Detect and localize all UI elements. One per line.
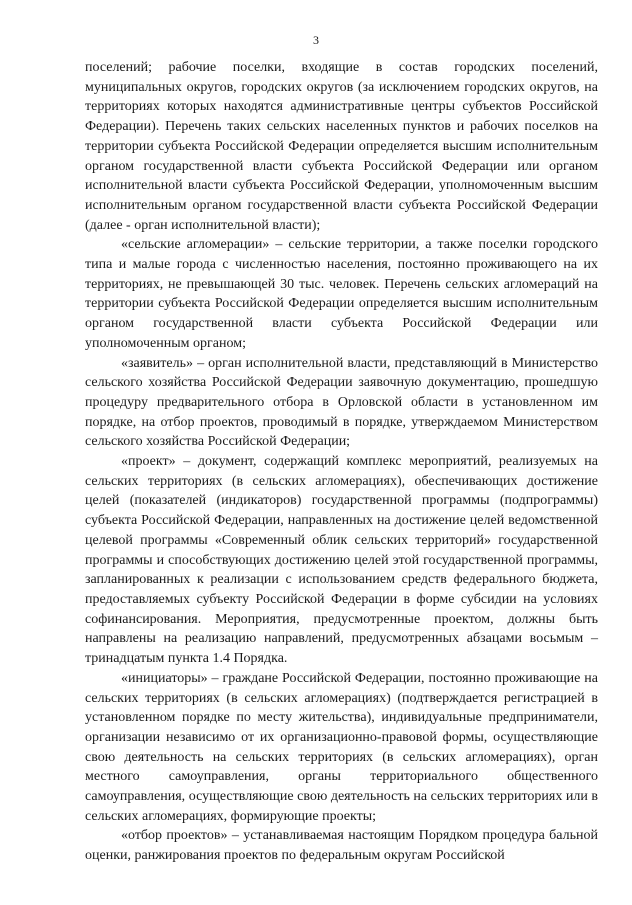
paragraph-project-selection: «отбор проектов» – устанавливаемая настоящим Порядком процедура бальной оценки, ранжирования проектов по федеральным округам Российской [85,828,598,864]
paragraph-applicant: «заявитель» – орган исполнительной власти, представляющий в Министерство сельского хозяйства Российской Федерации заявочную документацию, прошедшую процедуру предварительного отбора в Орловской области в установленном им порядке, на отбор проектов, проводимый в порядке, утверждаемом Министерством сельского хозяйства Российской Федерации; [85,355,598,450]
paragraph-settlements-continuation: поселений; рабочие поселки, входящие в состав городских поселений, муниципальных округов, городских округов (за исключением городских округов, на территориях которых находятся административные центры субъектов Российской Федерации). Перечень таких сельских населенных пунктов и рабочих поселков на территории субъекта Российской Федерации определяется высшим исполнительным органом государственной власти субъекта Российской Федерации или органом исполнительной власти субъекта Российской Федерации, уполномоченным высшим исполнительным органом государственной власти субъекта Российской Федерации (далее - орган исполнительной власти); [85,60,598,233]
paragraph-initiators: «инициаторы» – граждане Российской Федерации, постоянно проживающие на сельских территориях (в сельских агломерациях) (подтверждается регистрацией в установленном порядке по месту жительства), индивидуальные предприниматели, организации независимо от их организационно-правовой формы, осуществляющие свою деятельность на сельских территориях (в сельских агломерациях), орган местного самоуправления, органы территориального общественного самоуправления, осуществляющие свою деятельность на сельских территориях или в сельских агломерациях, формирующие проекты; [85,670,598,824]
page-number: 3 [313,33,319,47]
paragraph-project: «проект» – документ, содержащий комплекс мероприятий, реализуемых на сельских территориях (в сельских агломерациях), обеспечивающих достижение целей (показателей (индикаторов) государственной программы (подпрограммы) субъекта Российской Федерации, направленных на достижение целей ведомственной целевой программы «Современный облик сельских территорий» государственной программы и способствующих достижению целей этой государственной программы, запланированных к реализации с использованием средств федерального бюджета, предоставляемых субъекту Российской Федерации в форме субсидии на условиях софинансирования. Мероприятия, предусмотренные проектом, должны быть направлены на реализацию направлений, предусмотренных абзацами восьмым – тринадцатым пункта 1.4 Порядка. [85,454,598,667]
paragraph-rural-agglomerations: «сельские агломерации» – сельские территории, а также поселки городского типа и малые города с численностью населения, постоянно проживающего на их территориях, не превышающей 30 тыс. человек. Перечень сельских агломераций на территории субъекта Российской Федерации определяется высшим исполнительным органом государственной власти субъекта Российской Федерации или уполномоченным органом; [85,237,598,351]
document-body [85,58,598,866]
